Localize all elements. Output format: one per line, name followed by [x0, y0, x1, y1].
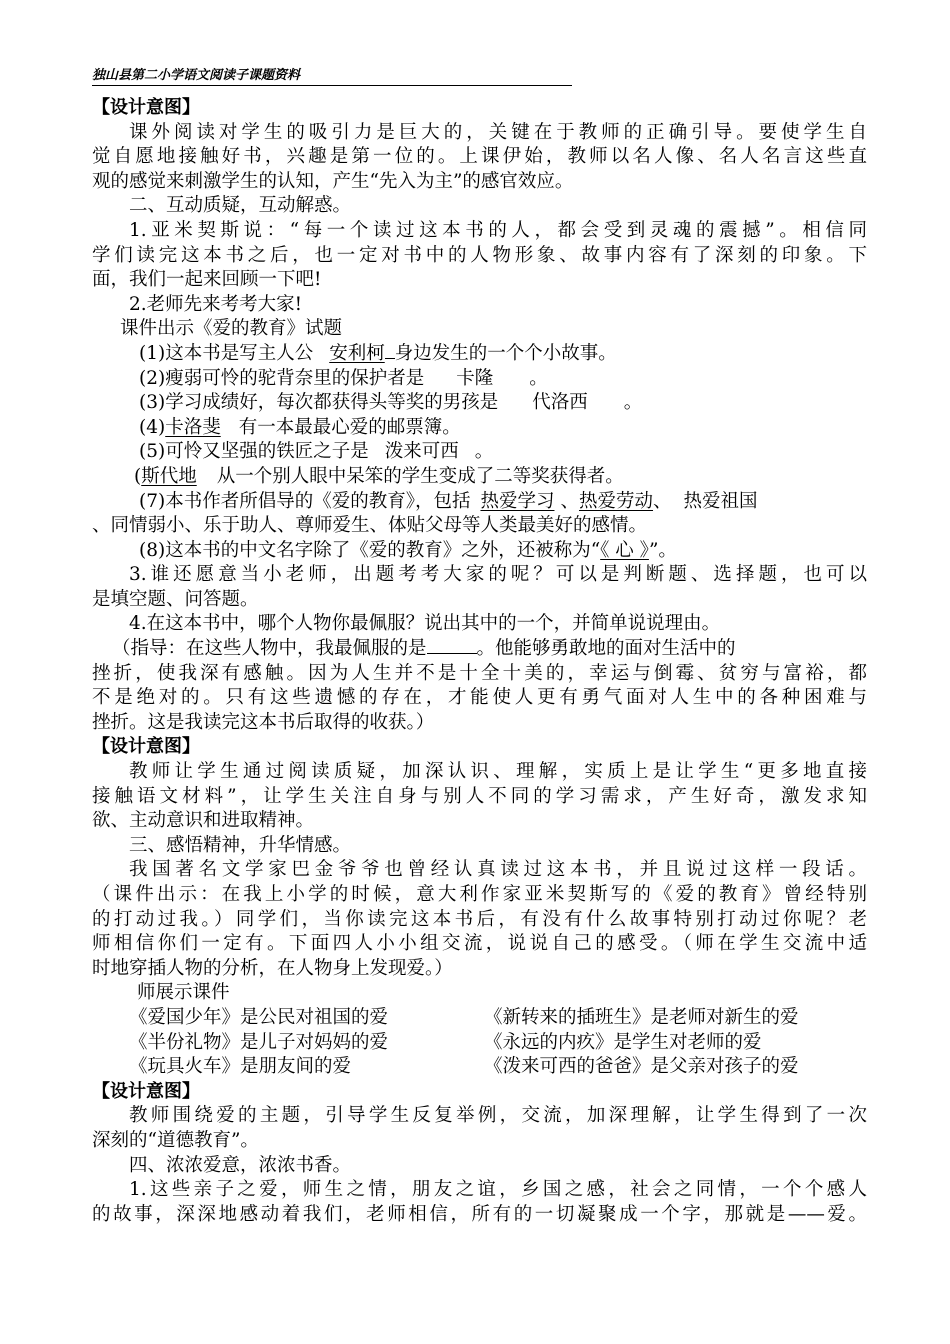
- question-text: (1)这本书是写主人公: [139, 342, 314, 364]
- question-text: 身边发生的一个个小故事。: [394, 342, 617, 364]
- paragraph-line: 4.在这本书中，哪个人物你最佩服？说出其中的一个，并简单说说理由。: [129, 613, 721, 635]
- question-text: 有一本最最心爱的邮票簿。: [238, 416, 461, 438]
- story-pair: [92, 1055, 867, 1080]
- story-item: 《玩具火车》是朋友间的爱: [129, 1056, 352, 1078]
- paragraph-line: 觉自愿地接触好书，兴趣是第一位的。上课伊始，教师以名人像、名人名言这些直: [92, 146, 867, 168]
- paragraph-line: （课件出示：在我上小学的时候，意大利作家亚米契斯写的《爱的教育》曾经特别: [92, 884, 867, 905]
- quiz-question: [92, 416, 867, 441]
- paragraph-line: 教师围绕爱的主题，引导学生反复举例，交流，加深理解，让学生得到了一次: [129, 1105, 867, 1127]
- paragraph-line: 深刻的“道德教育”。: [92, 1129, 259, 1151]
- section-title: 三、感悟精神，升华情感。: [129, 834, 352, 856]
- design-intent-heading: 【设计意图】: [92, 1080, 200, 1102]
- question-text: (: [134, 465, 142, 487]
- guidance-text: 。他能够勇敢地的面对生活中的: [476, 638, 736, 660]
- paragraph-line: 面，我们一起来回顾一下吧!: [92, 269, 322, 291]
- question-text: (5)可怜又坚强的铁匠之子是: [139, 441, 369, 463]
- story-item: 《半份礼物》是儿子对妈妈的爱: [129, 1031, 389, 1053]
- answer-text: 泼来可西: [381, 440, 475, 465]
- quiz-question: [92, 539, 867, 564]
- fill-blank: [427, 653, 477, 654]
- answer-text: 卡洛斐: [165, 416, 221, 438]
- question-text: (8)这本书的中文名字除了《爱的教育》之外，还被称为“: [139, 539, 601, 561]
- quiz-question: [92, 391, 867, 416]
- story-pair: [92, 1006, 867, 1031]
- paragraph-line: 师相信你们一定有。下面四人小小组交流，说说自己的感受。（师在学生交流中适: [92, 933, 867, 955]
- section-title: 二、互动质疑，互动解惑。: [129, 195, 352, 217]
- guidance-line: [92, 637, 867, 662]
- answer-text: 热爱学习: [480, 490, 555, 512]
- paragraph-line: 我国著名文学家巴金爷爷也曾经认真读过这本书，并且说过这样一段话。: [129, 859, 867, 881]
- section-title: 四、浓浓爱意，浓浓书香。: [129, 1154, 352, 1176]
- story-item: 《爱国少年》是公民对祖国的爱: [129, 1006, 389, 1028]
- question-text: 。: [474, 441, 494, 463]
- question-text: 从一个别人眼中呆笨的学生变成了二等奖获得者。: [216, 465, 624, 487]
- answer-text: 热爱祖国: [672, 490, 758, 515]
- answer-text: 斯代地: [141, 465, 197, 487]
- paragraph-line: 2.老师先来考考大家!: [129, 293, 303, 315]
- question-text: (3)学习成绩好，每次都获得头等奖的男孩是: [139, 392, 499, 414]
- question-text: 。: [623, 392, 643, 414]
- paragraph-line: 时地穿插人物的分析，在人物身上发现爱。）: [92, 957, 453, 979]
- paragraph-line: 观的感觉来刺激学生的认知，产生“先入为主”的感官效应。: [92, 170, 574, 192]
- paragraph-line: 课件出示《爱的教育》试题: [120, 318, 343, 340]
- paragraph-line: 教师让学生通过阅读质疑，加深认识、理解，实质上是让学生“更多地直接: [129, 761, 867, 783]
- guidance-text: （指导：在这些人物中，我最佩服的是: [112, 638, 427, 660]
- paragraph-line: 的故事，深深地感动着我们，老师相信，所有的一切凝聚成一个字，那就是——爱。: [92, 1203, 867, 1225]
- story-item: 《新转来的插班生》是老师对新生的爱: [484, 1006, 799, 1028]
- design-intent-heading: 【设计意图】: [92, 736, 200, 758]
- paragraph-line: 、同情弱小、乐于助人、尊师爱生、体贴父母等人类最美好的感情。: [92, 515, 648, 537]
- paragraph-line: 1.亚米契斯说：“每一个读过这本书的人，都会受到灵魂的震撼”。相信同: [129, 219, 867, 241]
- story-item: 《泼来可西的爸爸》是父亲对孩子的爱: [484, 1056, 799, 1078]
- question-text: (4): [139, 416, 166, 438]
- paragraph-line: 1.这些亲子之爱，师生之情，朋友之谊，乡国之感，社会之同情，一个个感人: [129, 1179, 867, 1201]
- question-text: ”。: [648, 539, 677, 561]
- paragraph-line: 课外阅读对学生的吸引力是巨大的，关键在于教师的正确引导。要使学生自: [129, 121, 867, 143]
- quiz-question: [92, 440, 867, 465]
- paragraph-line: 挫折，使我深有感触。因为人生并不是十全十美的，幸运与倒霉、贫穷与富裕，都: [92, 662, 867, 684]
- paragraph-line: 3.谁还愿意当小老师，出题考考大家的呢？可以是判断题、选择题，也可以: [129, 564, 867, 586]
- page-header: 独山县第二小学语文阅读子课题资料: [92, 64, 572, 86]
- paragraph-line: 是填空题、问答题。: [92, 588, 259, 610]
- story-pair: [92, 1031, 867, 1056]
- quiz-question: [92, 465, 867, 490]
- paragraph-line: 欲、主动意识和进取精神。: [92, 810, 315, 832]
- design-intent-heading: 【设计意图】: [92, 97, 200, 118]
- quiz-question: [92, 342, 867, 367]
- answer-text: 《 心 》: [600, 539, 649, 561]
- answer-text: 代洛西: [522, 391, 606, 416]
- paragraph-line: 学们读完这本书之后，也一定对书中的人物形象、故事内容有了深刻的印象。下: [92, 244, 867, 266]
- story-item: 《永远的内疚》是学生对老师的爱: [484, 1031, 762, 1053]
- question-text: (2)瘦弱可怜的驼背奈里的保护者是: [139, 367, 425, 389]
- question-text: 、: [653, 490, 672, 512]
- question-text: 。: [529, 367, 548, 389]
- question-text: (7)本书作者所倡导的《爱的教育》，包括: [139, 490, 471, 512]
- quiz-question: [92, 367, 867, 392]
- answer-text: 安利柯: [329, 342, 385, 364]
- answer-text: 热爱劳动: [579, 490, 654, 512]
- document-body: [92, 96, 867, 1227]
- answer-text: 卡隆: [424, 367, 509, 392]
- paragraph-line: 师展示课件: [137, 982, 230, 1004]
- quiz-question: [92, 490, 867, 515]
- paragraph-line: 挫折。这是我读完这本书后取得的收获。）: [92, 711, 435, 733]
- paragraph-line: 的打动过我。）同学们，当你读完这本书后，有没有什么故事特别打动过你呢？老: [92, 908, 867, 930]
- question-text: 、: [560, 490, 579, 512]
- paragraph-line: 接触语文材料”，让学生关注自身与别人不同的学习需求，产生好奇，激发求知: [92, 785, 867, 807]
- paragraph-line: 不是绝对的。只有这些遗憾的存在，才能使人更有勇气面对人生中的各种困难与: [92, 687, 867, 709]
